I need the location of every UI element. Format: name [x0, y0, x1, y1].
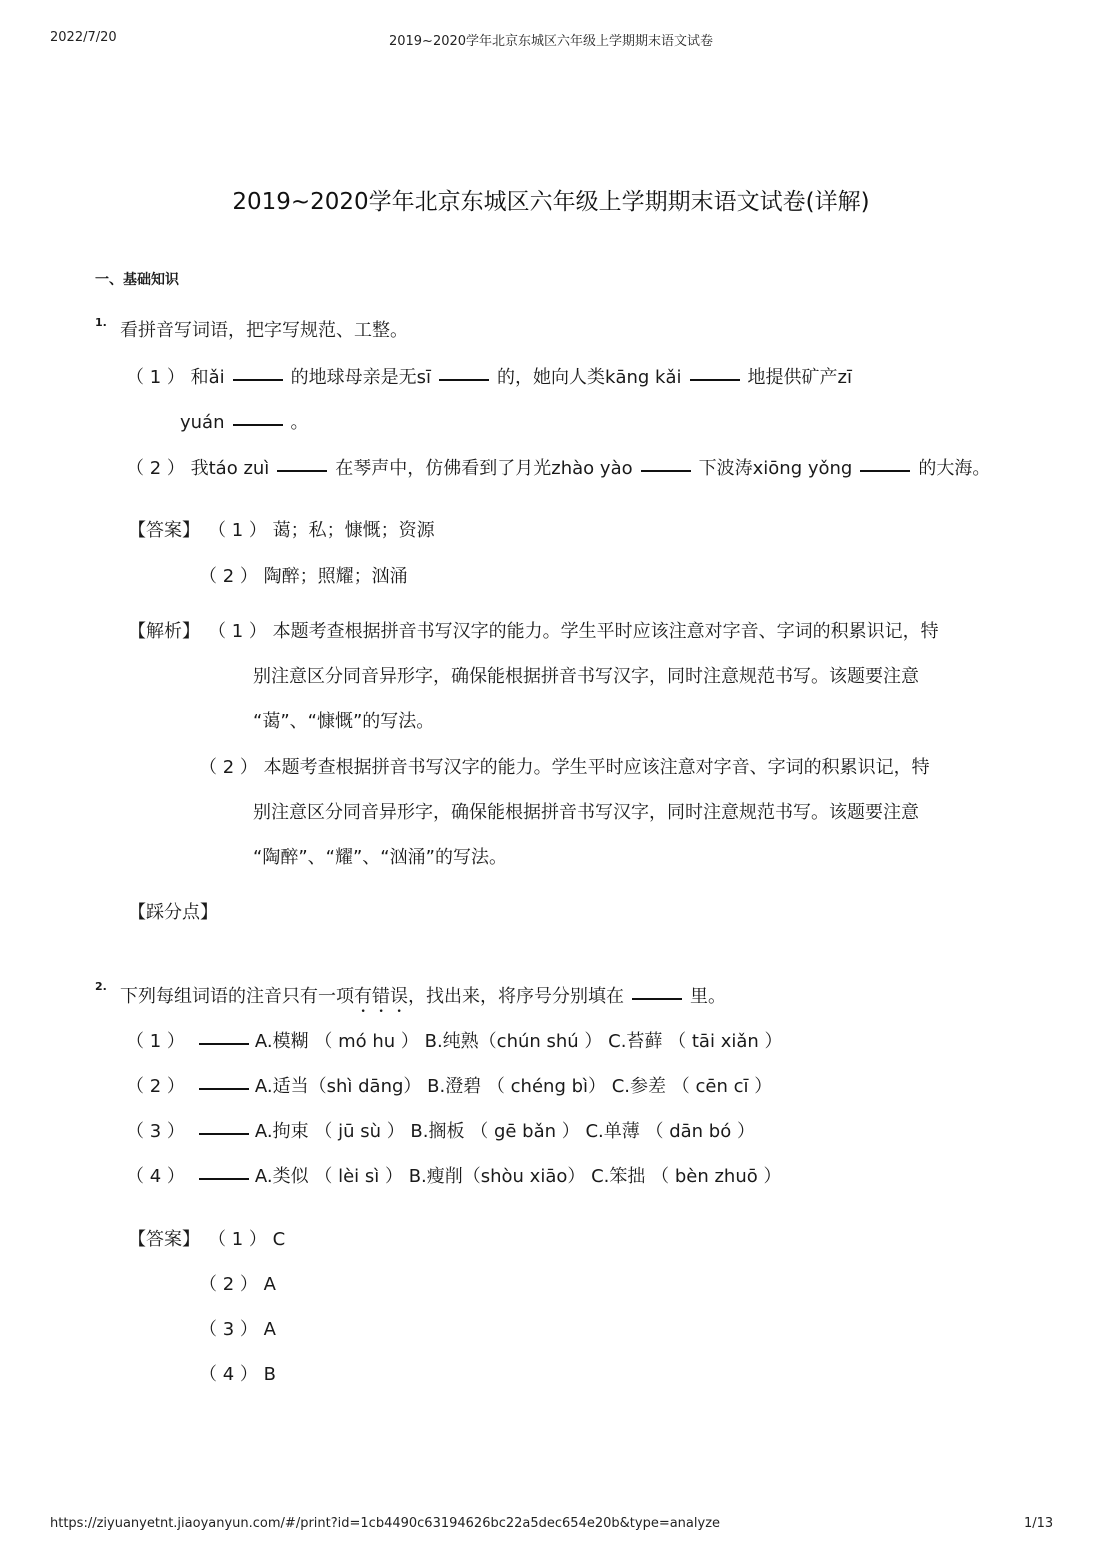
answer-blank — [199, 1133, 249, 1135]
question-stem: 看拼音写词语，把字写规范、工整。 — [120, 320, 408, 341]
analysis-text: （ 2 ） 本题考查根据拼音书写汉字的能力。学生平时应该注意对字音、字词的积累识记，特 — [199, 757, 930, 778]
q1-sub2-line: （ 2 ） 我táo zuì 在琴声中，仿佛看到了月光zhào yào 下波涛xiōng yǒng 的大海。 — [126, 458, 991, 479]
answer-blank — [690, 379, 740, 381]
answer-label: 【答案】 — [128, 520, 200, 541]
answer-blank — [199, 1088, 249, 1090]
print-doc-title: 2019~2020学年北京东城区六年级上学期期末语文试卷 — [388, 34, 714, 49]
analysis-text: 别注意区分同音异形字，确保能根据拼音书写汉字，同时注意规范书写。该题要注意 — [253, 666, 919, 687]
question-number: 2. — [95, 980, 107, 993]
page-number: 1/13 — [1024, 1516, 1054, 1531]
section-heading: 一、基础知识 — [95, 272, 179, 288]
answer-text: （ 2 ） A — [199, 1274, 276, 1295]
option-row: （ 3 ） A.拘束 （ jū sù ） B.搁板 （ gē bǎn ） C.单薄 （ dān bó ） — [126, 1121, 755, 1142]
answer-text: （ 2 ） 陶醉；照耀；汹涌 — [199, 566, 408, 587]
answer-blank — [277, 470, 327, 472]
analysis-text: 别注意区分同音异形字，确保能根据拼音书写汉字，同时注意规范书写。该题要注意 — [253, 802, 919, 823]
answer-text: （ 4 ） B — [199, 1364, 276, 1385]
q1-sub1-line1: （ 1 ） 和ǎi 的地球母亲是无sī 的，她向人类kāng kǎi 地提供矿产zī — [126, 367, 852, 388]
page-url: https://ziyuanyetnt.jiaoyanyun.com/#/print?id=1cb4490c63194626bc22a5dec654e20b&type=analyze — [50, 1516, 721, 1531]
answer-blank — [199, 1043, 249, 1045]
analysis-label: 【解析】 — [128, 621, 200, 642]
q1-sub1-line2: yuán 。 — [180, 412, 309, 433]
option-row: （ 4 ） A.类似 （ lèi sì ） B.瘦削（shòu xiāo） C.笨拙 （ bèn zhuō ） — [126, 1166, 782, 1187]
option-row: （ 2 ） A.适当（shì dāng） B.澄碧 （ chéng bì） C.参差 （ cēn cī ） — [126, 1076, 773, 1097]
question-stem: 下列每组词语的注音只有一项有错误，找出来，将序号分别填在 里。 — [120, 986, 726, 1007]
answer-blank — [860, 470, 910, 472]
question-number: 1. — [95, 316, 107, 329]
answer-blank — [199, 1178, 249, 1180]
answer-label: 【答案】 — [128, 1229, 200, 1250]
analysis-text: （ 1 ） 本题考查根据拼音书写汉字的能力。学生平时应该注意对字音、字词的积累识记，特 — [208, 621, 939, 642]
analysis-text: “蔼”、“慷慨”的写法。 — [253, 711, 435, 732]
answer-blank — [233, 379, 283, 381]
answer-text: （ 3 ） A — [199, 1319, 276, 1340]
print-date: 2022/7/20 — [50, 30, 117, 45]
analysis-text: “陶醉”、“耀”、“汹涌”的写法。 — [253, 847, 507, 868]
answer-blank — [439, 379, 489, 381]
points-label: 【踩分点】 — [128, 902, 218, 923]
page-title: 2019~2020学年北京东城区六年级上学期期末语文试卷(详解) — [232, 189, 870, 215]
answer-blank — [641, 470, 691, 472]
answer-blank — [632, 998, 682, 1000]
option-row: （ 1 ） A.模糊 （ mó hu ） B.纯熟（chún shú ） C.苔藓 （ tāi xiǎn ） — [126, 1031, 783, 1052]
answer-text: （ 1 ） C — [208, 1229, 286, 1250]
answer-text: （ 1 ） 蔼；私；慷慨；资源 — [208, 520, 435, 541]
answer-blank — [233, 424, 283, 426]
